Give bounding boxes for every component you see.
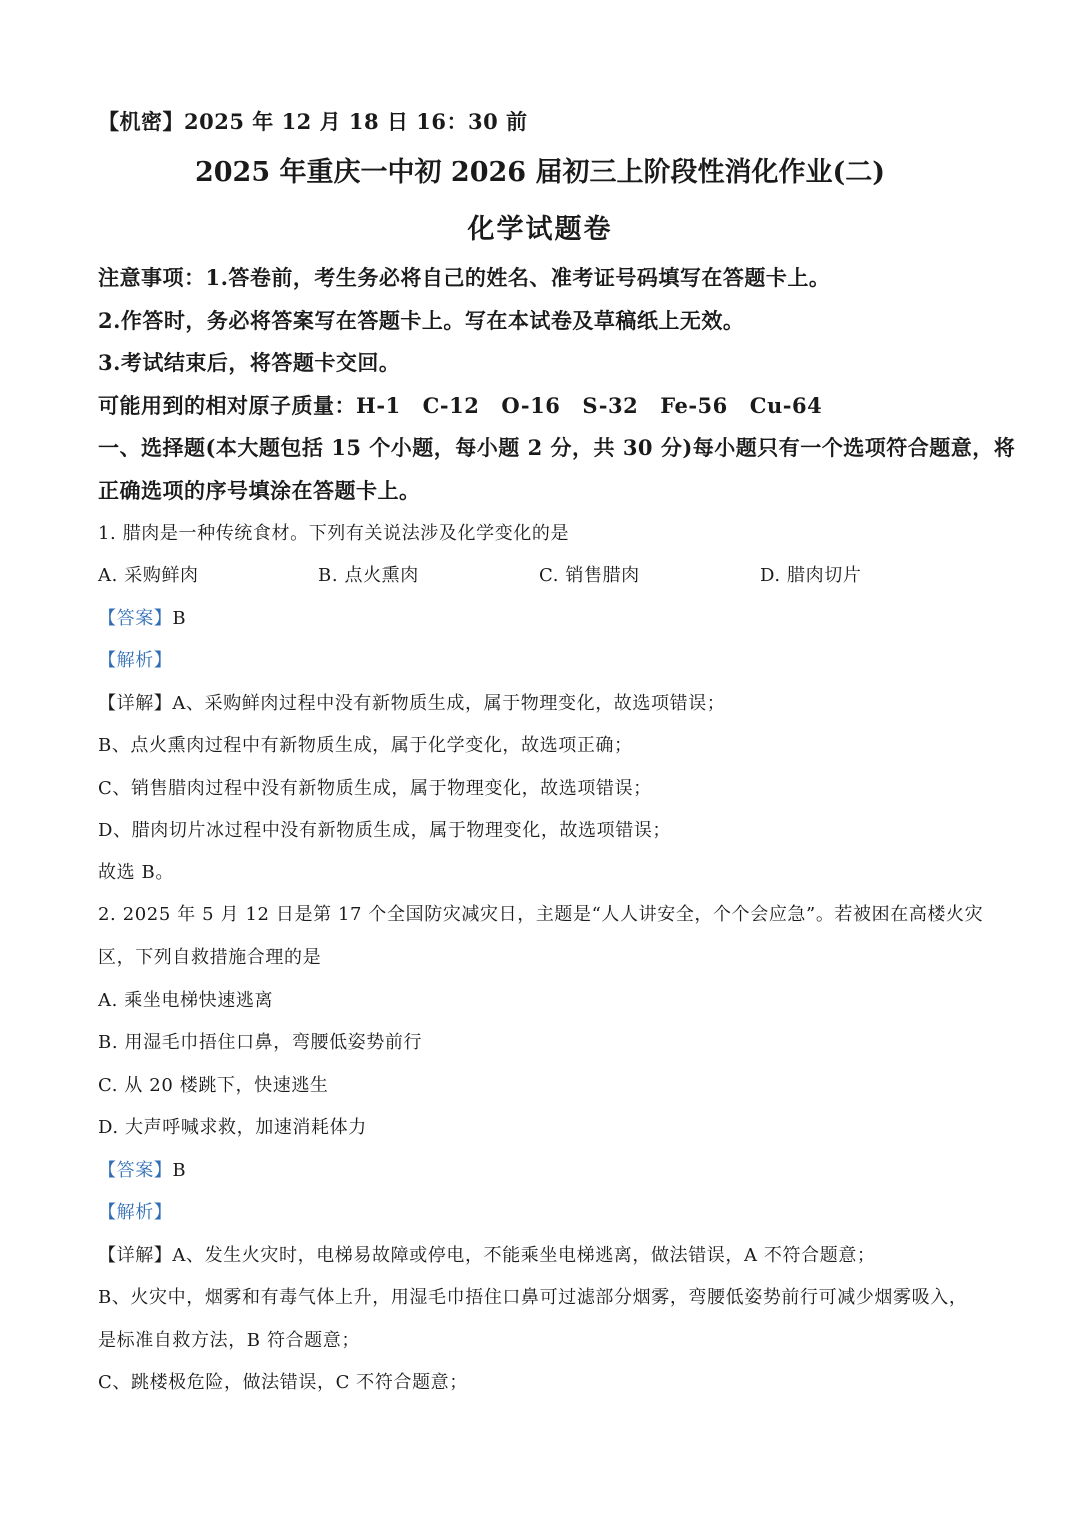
q1-detail-d: D、腊肉切片冰过程中没有新物质生成，属于物理变化，故选项错误； xyxy=(98,820,672,841)
notice-item-3: 3.考试结束后，将答题卡交回。 xyxy=(98,350,401,375)
notice-item-2: 2.作答时，务必将答案写在答题卡上。写在本试卷及草稿纸上无效。 xyxy=(98,308,745,333)
q1-answer xyxy=(98,604,990,630)
q2-stem-line1: 2. 2025 年 5 月 12 日是第 17 个全国防灾减灾日，主题是“人人讲安全，个个会应急”。若被困在高楼火灾 xyxy=(98,904,984,925)
q1-option-c: C. 销售腊肉 xyxy=(539,565,640,586)
q1-detail-b: B、点火熏肉过程中有新物质生成，属于化学变化，故选项正确； xyxy=(98,735,633,756)
q1-option-a: A. 采购鲜肉 xyxy=(98,565,199,586)
q1-detail-a: A、采购鲜肉过程中没有新物质生成，属于物理变化，故选项错误； xyxy=(172,693,726,714)
q2-detail-b-line2: 是标准自救方法，B 符合题意； xyxy=(98,1330,360,1351)
notice-item-1: 1.答卷前，考生务必将自己的姓名、准考证号码填写在答题卡上。 xyxy=(205,265,831,290)
q2-detail-a: A、发生火灾时，电梯易故障或停电，不能乘坐电梯逃离，做法错误，A 不符合题意； xyxy=(172,1245,876,1266)
atomic-masses-label: 可能用到的相对原子质量： xyxy=(98,393,356,418)
mass-s: S-32 xyxy=(582,393,639,418)
mass-fe: Fe-56 xyxy=(660,393,728,418)
q2-detail-1 xyxy=(98,1241,990,1267)
q2-answer xyxy=(98,1156,990,1182)
q2-option-c: C. 从 20 楼跳下，快速逃生 xyxy=(98,1075,329,1096)
q1-analysis-label: 【解析】 xyxy=(98,650,173,671)
section1-instructions-line2: 正确选项的序号填涂在答题卡上。 xyxy=(98,478,421,503)
q1-stem: 1. 腊肉是一种传统食材。下列有关说法涉及化学变化的是 xyxy=(98,523,570,544)
q2-detail-label: 【详解】 xyxy=(98,1245,173,1266)
q2-option-d: D. 大声呼喊求救，加速消耗体力 xyxy=(98,1117,367,1138)
q2-option-a: A. 乘坐电梯快速逃离 xyxy=(98,990,274,1011)
q2-option-b: B. 用湿毛巾捂住口鼻，弯腰低姿势前行 xyxy=(98,1032,423,1053)
q1-option-b: B. 点火熏肉 xyxy=(318,565,419,586)
exam-subtitle: 化学试题卷 xyxy=(467,214,613,245)
q1-conclusion: 故选 B。 xyxy=(98,862,174,883)
q1-option-d: D. 腊肉切片 xyxy=(760,565,862,586)
q2-answer-value: B xyxy=(172,1160,187,1181)
q2-analysis-label: 【解析】 xyxy=(98,1202,173,1223)
notice-label: 注意事项： xyxy=(98,265,206,290)
section1-instructions-line1: 一、选择题(本大题包括 15 个小题，每小题 2 分，共 30 分)每小题只有一个选项符合题意，将 xyxy=(98,435,1016,460)
notice-line-1 xyxy=(98,262,990,292)
q2-stem-line2: 区，下列自救措施合理的是 xyxy=(98,947,322,968)
mass-c: C-12 xyxy=(422,393,480,418)
mass-h: H-1 xyxy=(356,393,401,418)
q1-detail-label: 【详解】 xyxy=(98,693,173,714)
atomic-masses xyxy=(98,390,990,420)
q1-answer-value: B xyxy=(172,608,187,629)
mass-o: O-16 xyxy=(501,393,561,418)
q2-detail-c: C、跳楼极危险，做法错误，C 不符合题意； xyxy=(98,1372,468,1393)
q2-answer-label: 【答案】 xyxy=(98,1160,173,1181)
exam-title: 2025 年重庆一中初 2026 届初三上阶段性消化作业(二) xyxy=(194,157,886,188)
confidential-header: 【机密】2025 年 12 月 18 日 16：30 前 xyxy=(98,109,528,134)
q1-detail-c: C、销售腊肉过程中没有新物质生成，属于物理变化，故选项错误； xyxy=(98,778,652,799)
q1-detail-1 xyxy=(98,689,990,715)
mass-cu: Cu-64 xyxy=(749,393,823,418)
q2-detail-b-line1: B、火灾中，烟雾和有毒气体上升，用湿毛巾捂住口鼻可过滤部分烟雾，弯腰低姿势前行可减少烟雾吸入， xyxy=(98,1287,968,1308)
q1-answer-label: 【答案】 xyxy=(98,608,173,629)
